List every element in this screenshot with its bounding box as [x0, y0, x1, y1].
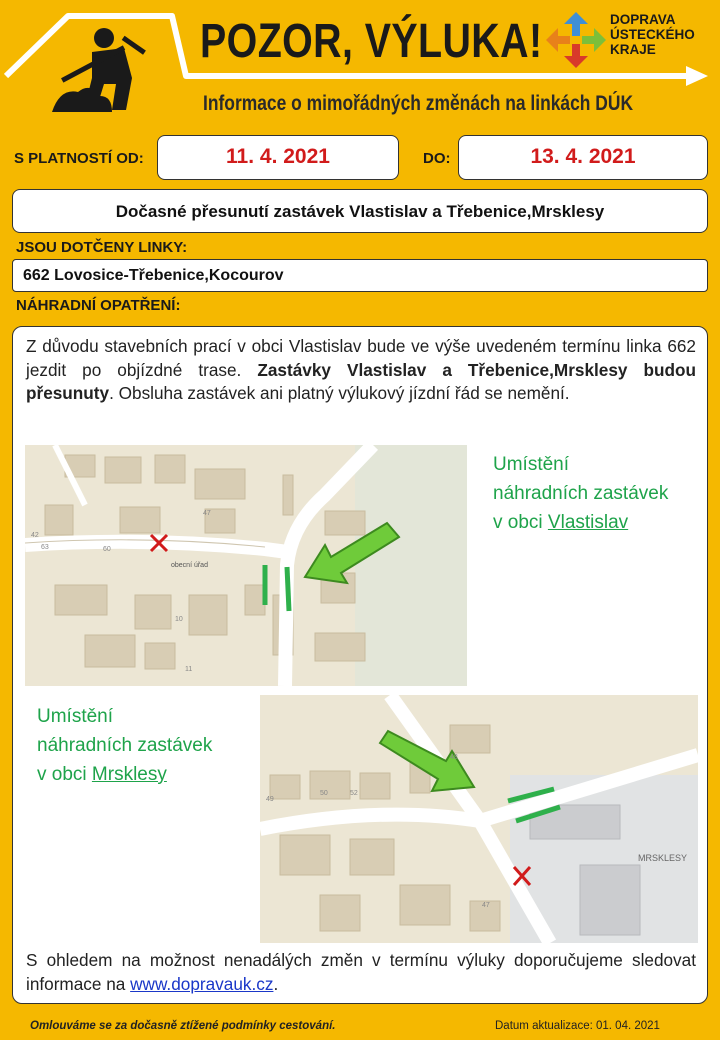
- place-mrsklesy: Mrsklesy: [91, 764, 167, 785]
- update-date: Datum aktualizace: 01. 04. 2021: [495, 1020, 660, 1032]
- notice-paragraph: S ohledem na možnost nenadálých změn v termínu výluky doporučujeme sledovat informace na www.dopravauk.cz.: [26, 950, 696, 994]
- measures-label: NÁHRADNÍ OPATŘENÍ:: [16, 297, 181, 314]
- svg-text:63: 63: [41, 544, 49, 551]
- valid-to-label: DO:: [423, 150, 451, 167]
- map-mrsklesy: [260, 695, 698, 943]
- svg-text:10: 10: [175, 616, 183, 623]
- svg-text:MRSKLESY: MRSKLESY: [638, 853, 688, 863]
- svg-text:60: 60: [103, 546, 111, 553]
- svg-text:42: 42: [31, 532, 39, 539]
- valid-from-date: 11. 4. 2021: [226, 145, 330, 168]
- svg-text:47: 47: [482, 902, 490, 909]
- map-vlastislav: [25, 445, 467, 686]
- svg-text:47: 47: [203, 510, 211, 517]
- svg-text:11: 11: [185, 666, 193, 673]
- brand-name: DOPRAVA ÚSTECKÉHO KRAJE: [610, 12, 695, 57]
- valid-to-box: [458, 135, 708, 180]
- website-link[interactable]: www.dopravauk.cz: [130, 973, 274, 994]
- apology-text: Omlouváme se za dočasně ztížené podmínky cestování.: [30, 1020, 336, 1032]
- affected-lines-box: [12, 259, 708, 292]
- measures-paragraph: Z důvodu stavebních prací v obci Vlastislav bude ve výše uvedeném termínu linka 662 jezdit po objízdné trase. Zastávky Vlastislav a Třebenice,Mrsklesy budou přesunuty. Obsluha zastávek ani platný výlukový jízdní řád se nemění.: [26, 336, 696, 403]
- svg-text:49: 49: [266, 796, 274, 803]
- topic-box: [12, 189, 708, 233]
- topic-text: Dočasné přesunutí zastávek Vlastislav a Třebenice,Mrsklesy: [115, 202, 605, 221]
- page-title: POZOR, VÝLUKA!: [200, 15, 543, 68]
- measures-box: [12, 326, 708, 1004]
- svg-text:48: 48: [450, 754, 458, 761]
- affected-lines-value: 662 Lovosice-Třebenice,Kocourov: [23, 267, 284, 284]
- map1-caption: Umístění náhradních zastávek v obci Vlastislav: [493, 454, 669, 533]
- duk-logo-icon: [544, 10, 608, 70]
- svg-text:52: 52: [350, 790, 358, 797]
- valid-to-date: 13. 4. 2021: [530, 145, 636, 168]
- svg-text:50: 50: [320, 790, 328, 797]
- svg-text:obecní úřad: obecní úřad: [171, 562, 208, 569]
- header: [0, 0, 720, 130]
- place-vlastislav: Vlastislav: [547, 512, 629, 533]
- moved-stops-emphasis: Zastávky Vlastislav a Třebenice,Mrsklesy budou přesunuty: [26, 359, 696, 403]
- valid-from-label: S PLATNOSTÍ OD:: [14, 150, 144, 167]
- valid-from-box: [157, 135, 399, 180]
- affected-lines-label: JSOU DOTČENY LINKY:: [16, 239, 188, 256]
- page-subtitle: Informace o mimořádných změnách na linkách DÚK: [203, 92, 634, 115]
- map2-caption: Umístění náhradních zastávek v obci Mrsklesy: [37, 706, 213, 785]
